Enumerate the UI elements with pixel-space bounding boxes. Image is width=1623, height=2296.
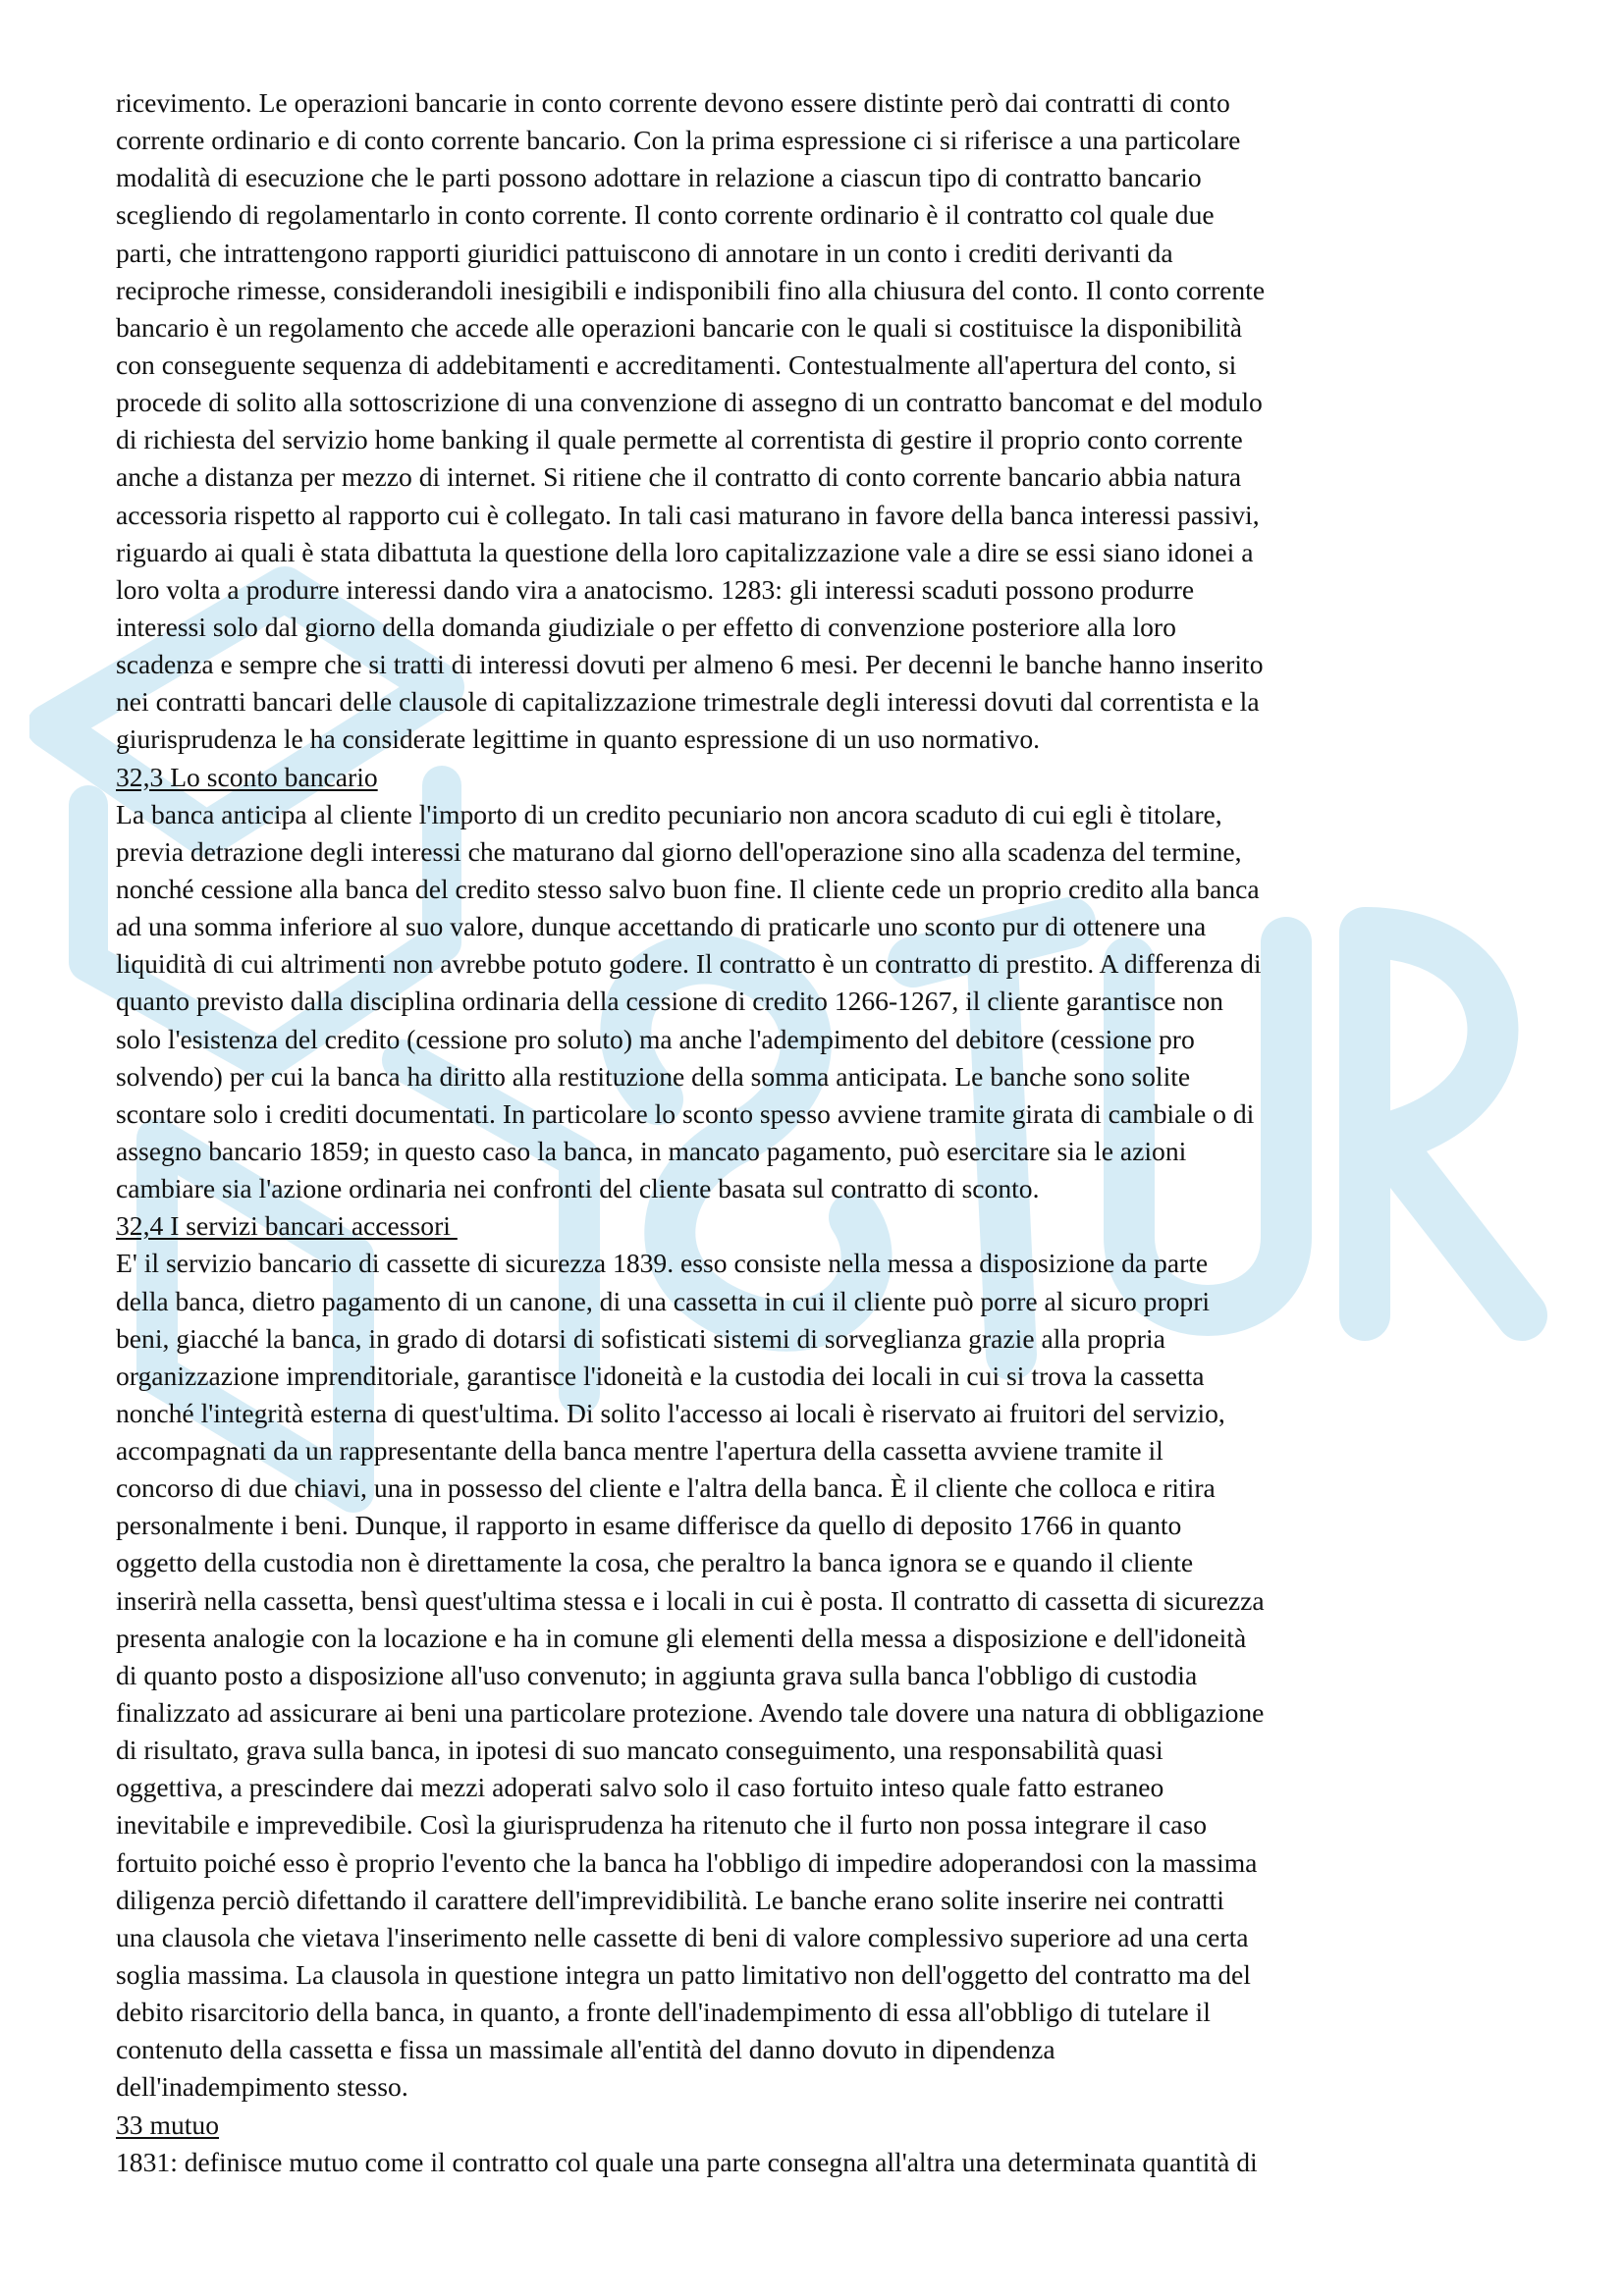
text-line: cambiare sia l'azione ordinaria nei confronti del cliente basata sul contratto di sconto. xyxy=(116,1173,1040,1204)
text-line: beni, giacché la banca, in grado di dotarsi di sofisticati sistemi di sorveglianza grazie alla propria xyxy=(116,1322,1165,1354)
section-heading-sconto-bancario: 32,3 Lo sconto bancario xyxy=(116,761,378,792)
text-line: liquidità di cui altrimenti non avrebbe potuto godere. Il contratto è un contratto di prestito. A differenza di xyxy=(116,948,1262,980)
text-line: finalizzato ad assicurare ai beni una particolare protezione. Avendo tale dovere una natura di obbligazione xyxy=(116,1697,1265,1729)
text-line: concorso di due chiavi, una in possesso del cliente e l'altra della banca. È il cliente che colloca e ritira xyxy=(116,1472,1216,1504)
text-line: scontare solo i crediti documentati. In particolare lo sconto spesso avviene tramite girata di cambiale o di xyxy=(116,1097,1255,1129)
text-line: accessoria rispetto al rapporto cui è collegato. In tali casi maturano in favore della banca interessi passivi, xyxy=(116,499,1260,530)
text-line: nei contratti bancari delle clausole di capitalizzazione trimestrale degli interessi dovuti dal correntista e la xyxy=(116,686,1260,718)
text-line: loro volta a produrre interessi dando vira a anatocismo. 1283: gli interessi scaduti possono produrre xyxy=(116,573,1195,605)
text-line: bancario è un regolamento che accede alle operazioni bancarie con le quali si costituisce la disponibilità xyxy=(116,311,1242,343)
text-line: dell'inadempimento stesso. xyxy=(116,2071,408,2103)
text-line: scadenza e sempre che si tratti di interessi dovuti per almeno 6 mesi. Per decenni le banche hanno inserito xyxy=(116,649,1264,680)
text-line: ad una somma inferiore al suo valore, dunque accettando di praticarle uno sconto pur di ottenere una xyxy=(116,911,1207,942)
text-line: quanto previsto dalla disciplina ordinaria della cessione di credito 1266-1267, il cliente garantisce non xyxy=(116,986,1223,1017)
text-line: corrente ordinario e di conto corrente bancario. Con la prima espressione ci si riferisce a una particolare xyxy=(116,125,1241,156)
paragraph-conto-corrente xyxy=(116,84,1510,759)
text-line: della banca, dietro pagamento di un canone, di una cassetta in cui il cliente può porre al sicuro propri xyxy=(116,1285,1211,1316)
section-heading-mutuo: 33 mutuo xyxy=(116,2109,220,2140)
paragraph-sconto-bancario xyxy=(116,796,1510,1208)
text-line: fortuito poiché esso è proprio l'evento che la banca ha l'obbligo di impedire adoperandosi con la massima xyxy=(116,1846,1258,1878)
text-line: parti, che intrattengono rapporti giuridici pattuiscono di annotare in un conto i crediti derivanti da xyxy=(116,237,1173,268)
text-line: di richiesta del servizio home banking il quale permette al correntista di gestire il proprio conto corrente xyxy=(116,424,1243,455)
text-line: 1831: definisce mutuo come il contratto col quale una parte consegna all'altra una determinata quantità di xyxy=(116,2146,1258,2177)
text-line: ricevimento. Le operazioni bancarie in conto corrente devono essere distinte però dai contratti di conto xyxy=(116,87,1230,118)
text-line: modalità di esecuzione che le parti possono adottare in relazione a ciascun tipo di contratto bancario xyxy=(116,162,1202,193)
text-line: con conseguente sequenza di addebitamenti e accreditamenti. Contestualmente all'apertura del conto, si xyxy=(116,348,1237,380)
text-line: oggettiva, a prescindere dai mezzi adoperati salvo solo il caso fortuito inteso quale fatto estraneo xyxy=(116,1772,1164,1803)
text-line: giurisprudenza le ha considerate legittime in quanto espressione di un uso normativo. xyxy=(116,723,1041,755)
document-body xyxy=(116,84,1510,2181)
text-line: contenuto della cassetta e fissa un massimale all'entità del danno dovuto in dipendenza xyxy=(116,2034,1055,2065)
text-line: interessi solo dal giorno della domanda giudiziale o per effetto di convenzione posteriore alla loro xyxy=(116,611,1176,642)
text-line: accompagnati da un rappresentante della banca mentre l'apertura della cassetta avviene tramite il xyxy=(116,1435,1163,1467)
text-line: una clausola che vietava l'inserimento nelle cassette di beni di valore complessivo superiore ad una certa xyxy=(116,1921,1249,1952)
text-line: inserirà nella cassetta, bensì quest'ultima stessa e i locali in cui è posta. Il contratto di cassetta di sicurezza xyxy=(116,1584,1265,1616)
text-line: di quanto posto a disposizione all'uso convenuto; in aggiunta grava sulla banca l'obbligo di custodia xyxy=(116,1659,1198,1690)
text-line: debito risarcitorio della banca, in quanto, a fronte dell'inadempimento di essa all'obbligo di tutelare il xyxy=(116,1997,1211,2028)
text-line: solo l'esistenza del credito (cessione pro soluto) ma anche l'adempimento del debitore (cessione pro xyxy=(116,1023,1195,1054)
text-line: oggetto della custodia non è direttamente la cosa, che peraltro la banca ignora se e quando il cliente xyxy=(116,1547,1194,1578)
text-line: organizzazione imprenditoriale, garantisce l'idoneità e la custodia dei locali in cui si trova la cassetta xyxy=(116,1360,1205,1391)
text-line: inevitabile e imprevedibile. Così la giurisprudenza ha ritenuto che il furto non possa integrare il caso xyxy=(116,1809,1208,1841)
section-heading-servizi-accessori: 32,4 I servizi bancari accessori xyxy=(116,1210,458,1242)
text-line: riguardo ai quali è stata dibattuta la questione della loro capitalizzazione vale a dire se essi siano idonei a xyxy=(116,536,1254,567)
text-line: nonché cessione alla banca del credito stesso salvo buon fine. Il cliente cede un proprio credito alla banca xyxy=(116,873,1260,904)
text-line: nonché l'integrità esterna di quest'ultima. Di solito l'accesso ai locali è riservato ai fruitori del servizio, xyxy=(116,1397,1225,1428)
text-line: scegliendo di regolamentarlo in conto corrente. Il conto corrente ordinario è il contratto col quale due xyxy=(116,199,1215,231)
text-line: anche a distanza per mezzo di internet. Si ritiene che il contratto di conto corrente bancario abbia natura xyxy=(116,461,1242,493)
text-line: presenta analogie con la locazione e ha in comune gli elementi della messa a disposizione e dell'idoneità xyxy=(116,1622,1247,1653)
text-line: previa detrazione degli interessi che maturano dal giorno dell'operazione sino alla scadenza del termine, xyxy=(116,835,1242,867)
paragraph-servizi-accessori xyxy=(116,1245,1510,2106)
text-line: assegno bancario 1859; in questo caso la banca, in mancato pagamento, può esercitare sia le azioni xyxy=(116,1135,1187,1166)
text-line: soglia massima. La clausola in questione integra un patto limitativo non dell'oggetto del contratto ma del xyxy=(116,1959,1251,1991)
text-line: reciproche rimesse, considerandoli inesigibili e indisponibili fino alla chiusura del conto. Il conto corrente xyxy=(116,274,1266,305)
text-line: solvendo) per cui la banca ha diritto alla restituzione della somma anticipata. Le banche sono solite xyxy=(116,1060,1191,1092)
text-line: personalmente i beni. Dunque, il rapporto in esame differisce da quello di deposito 1766 in quanto xyxy=(116,1510,1182,1541)
text-line: La banca anticipa al cliente l'importo di un credito pecuniario non ancora scaduto di cui egli è titolare, xyxy=(116,798,1222,829)
text-line: di risultato, grava sulla banca, in ipotesi di suo mancato conseguimento, una responsabilità quasi xyxy=(116,1735,1163,1766)
text-line: diligenza perciò difettando il carattere dell'imprevidibilità. Le banche erano solite inserire nei contratti xyxy=(116,1884,1224,1915)
paragraph-mutuo xyxy=(116,2144,1510,2181)
text-line: procede di solito alla sottoscrizione di una convenzione di assegno di un contratto bancomat e del modulo xyxy=(116,387,1263,418)
text-line: E' il servizio bancario di cassette di sicurezza 1839. esso consiste nella messa a disposizione da parte xyxy=(116,1248,1209,1279)
